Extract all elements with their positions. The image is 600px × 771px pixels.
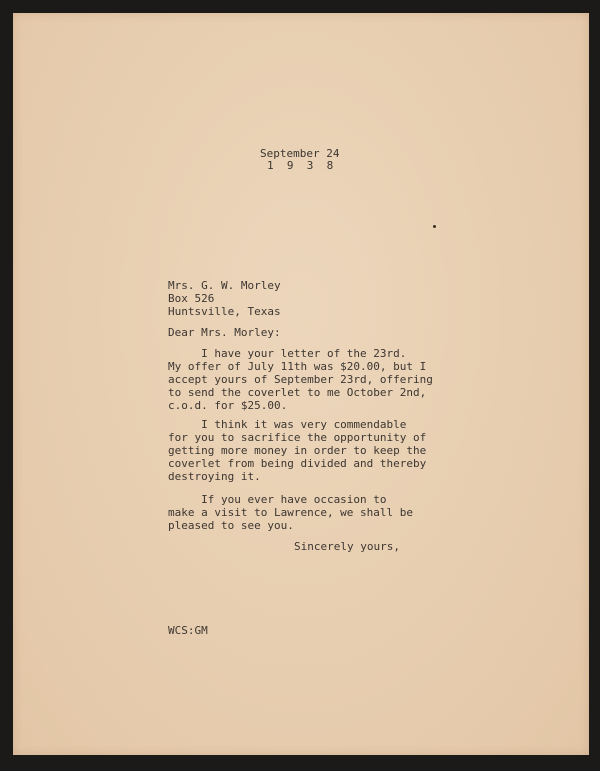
year-line: 1 9 3 8 <box>267 159 334 172</box>
paper-speck <box>433 225 436 228</box>
typist-initials: WCS:GM <box>168 624 208 637</box>
paragraph-line: accept yours of September 23rd, offering <box>168 373 433 386</box>
paragraph-line: My offer of July 11th was $20.00, but I <box>168 360 427 373</box>
paragraph-line: to send the coverlet to me October 2nd, <box>168 386 427 399</box>
recipient-city: Huntsville, Texas <box>168 305 281 318</box>
paragraph-line: I have your letter of the 23rd. <box>168 347 407 360</box>
paragraph-line: getting more money in order to keep the <box>168 444 427 457</box>
date-line: September 24 <box>260 147 340 160</box>
paragraph-line: make a visit to Lawrence, we shall be <box>168 506 414 519</box>
closing: Sincerely yours, <box>294 540 400 553</box>
salutation: Dear Mrs. Morley: <box>168 326 281 339</box>
paragraph-line: coverlet from being divided and thereby <box>168 457 427 470</box>
paragraph-line: pleased to see you. <box>168 519 294 532</box>
paragraph-line: for you to sacrifice the opportunity of <box>168 431 427 444</box>
paragraph-line: destroying it. <box>168 470 261 483</box>
recipient-box: Box 526 <box>168 292 215 305</box>
letter-page <box>13 13 589 755</box>
recipient-name: Mrs. G. W. Morley <box>168 279 281 292</box>
paragraph-line: c.o.d. for $25.00. <box>168 399 288 412</box>
paragraph-line: I think it was very commendable <box>168 418 407 431</box>
paragraph-line: If you ever have occasion to <box>168 493 387 506</box>
